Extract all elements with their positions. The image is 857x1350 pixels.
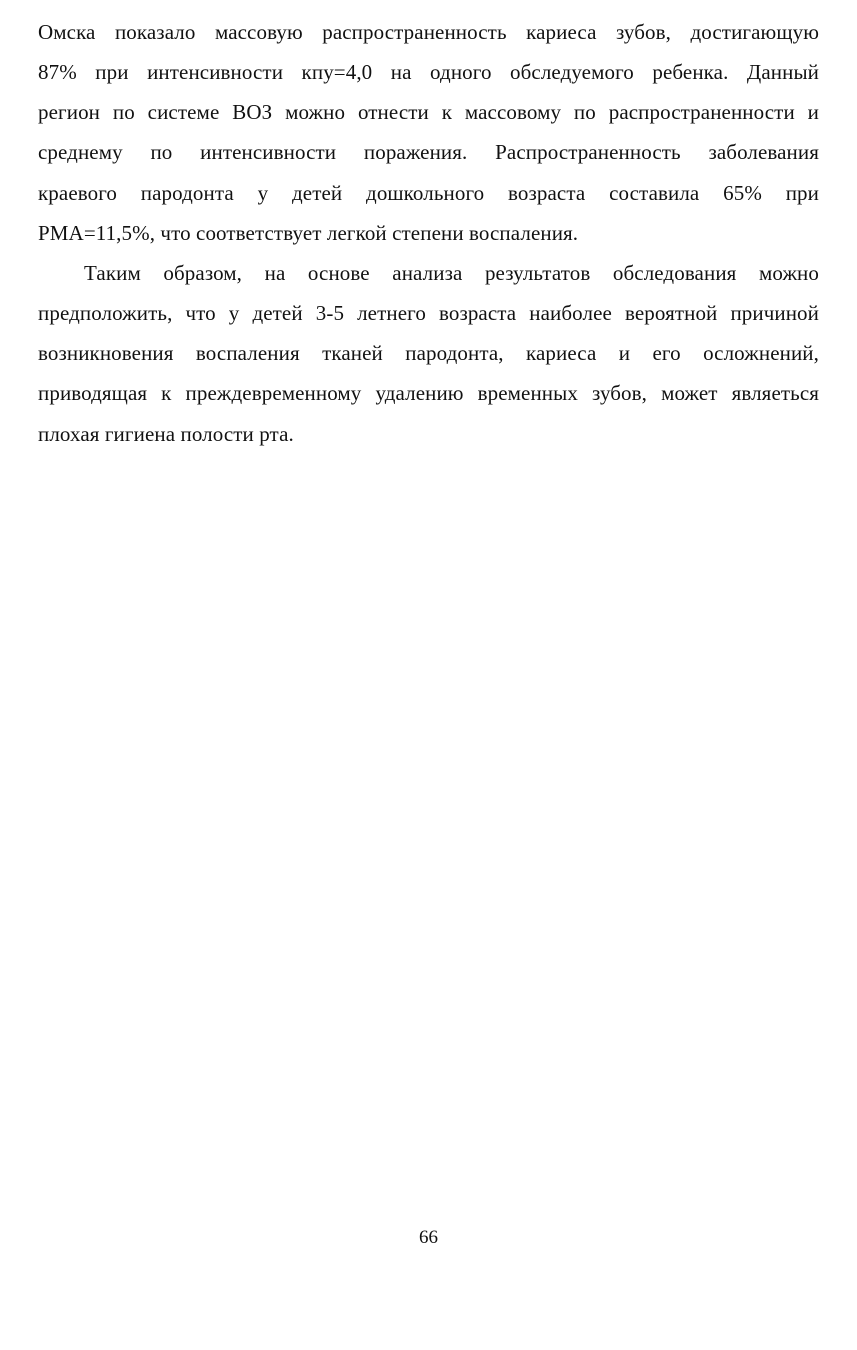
page-number: 66 [419,1227,438,1248]
text-line: возникновения воспаления тканей пародонта, кариеса и его осложнений, [38,341,819,365]
text-line: регион по системе ВОЗ можно отнести к массовому по распространенности и [38,100,819,124]
text-line: 87% при интенсивности кпу=4,0 на одного обследуемого ребенка. Данный [38,60,819,84]
text-line: РМА=11,5%, что соответствует легкой степени воспаления. [38,221,579,245]
text-line: краевого пародонта у детей дошкольного возраста составила 65% при [38,181,819,205]
text-line: Омска показало массовую распространенность кариеса зубов, достигающую [38,20,819,44]
text-line: приводящая к преждевременному удалению временных зубов, может являеться [38,381,819,405]
text-line: плохая гигиена полости рта. [38,422,294,446]
text-line: предположить, что у детей 3-5 летнего возраста наиболее вероятной причиной [38,301,819,325]
text-line: среднему по интенсивности поражения. Распространенность заболевания [38,140,819,164]
text-line: Таким образом, на основе анализа результатов обследования можно [84,261,819,285]
